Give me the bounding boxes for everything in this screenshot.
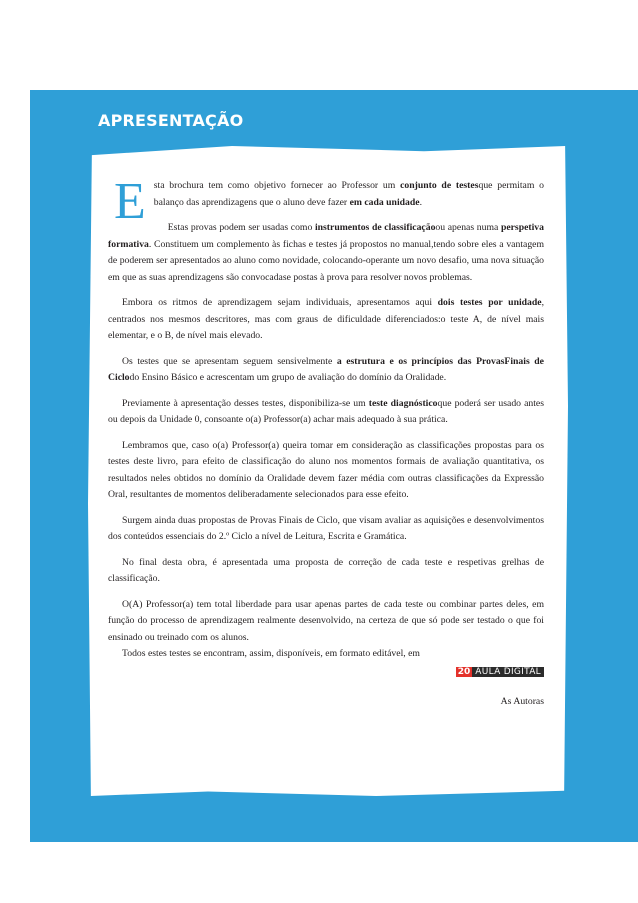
signature: As Autoras — [500, 696, 544, 707]
drop-cap: E — [114, 173, 146, 230]
paragraph-two-tests: Embora os ritmos de aprendizagem sejam individuais, apresentamos aqui dois testes por unidade, centrados nos mesmos descritores, mas com graus de dificuldade diferenciados:o teste A, de nível mais elementar, e o B, de nível mais elevado. — [108, 297, 544, 341]
intro-paragraph: Esta brochura tem como objetivo fornecer ao Professor um conjunto de testesque permitam o balanço das aprendizagens que o aluno deve fazer em cada unidade. — [114, 173, 544, 230]
badge-label: AULA DIGITAL — [472, 667, 544, 677]
paragraph-correction: No final desta obra, é apresentada uma proposta de correção de cada teste e respetivas grelhas de classificação. — [108, 556, 544, 584]
paragraph-freedom: O(A) Professor(a) tem total liberdade para usar apenas partes de cada teste ou combinar partes deles, em função do processo de aprendizagem realmente desenvolvido, na certeza de que só pode ser testado o que foi ensinado ou treinado com os alunos. — [108, 598, 544, 643]
paragraph-final-tests: Surgem ainda duas propostas de Provas Finais de Ciclo, que visam avaliar as aquisições e desenvolvimentos dos conteúdos essenciais do 2.º Ciclo a nível de Leitura, Escrita e Gramática. — [108, 514, 544, 542]
paragraph-diagnostic: Previamente à apresentação desses testes, disponibiliza-se um teste diagnósticoque poderá ser usado antes ou depois da Unidade 0, consoante o(a) Professor(a) achar mais adequado à sua prática. — [108, 397, 545, 425]
paragraph-instruments: Estas provas podem ser usadas como instrumentos de classificaçãoou apenas numa perspetiva formativa. Constituem um complemento às fichas e testes já propostos no manual,tendo sobre eles a vantagem de poderem ser apresentados ao aluno como novidade, colocando-operante um novo desafio, uma nova situação em que as suas aprendizagens são convocadase postas à prova para resolver novos problemas. — [108, 222, 544, 283]
paragraph-editable: Todos estes testes se encontram, assim, disponíveis, em formato editável, em — [122, 648, 420, 659]
document-body — [108, 173, 545, 711]
aula-digital-line — [108, 664, 544, 681]
aula-digital-badge[interactable] — [456, 666, 544, 678]
paragraph-structure: Os testes que se apresentam seguem sensivelmente a estrutura e os princípios das ProvasFinais de Ciclodo Ensino Básico e acrescentam um grupo de avaliação do domínio da Oralidade. — [108, 355, 544, 383]
paragraph-classification: Lembramos que, caso o(a) Professor(a) queira tomar em consideração as classificações propostas para os testes deste livro, para efeito de classificação do aluno nos momentos formais de avaliação quantitativa, os resultados neles obtidos no domínio da Oralidade devem fazer média com outras classificações da Expressão Oral, resultantes de momentos deliberadamente selecionados para esse efeito. — [108, 439, 544, 500]
section-title: APRESENTAÇÃO — [98, 111, 244, 130]
badge-number: 20 — [457, 666, 471, 677]
